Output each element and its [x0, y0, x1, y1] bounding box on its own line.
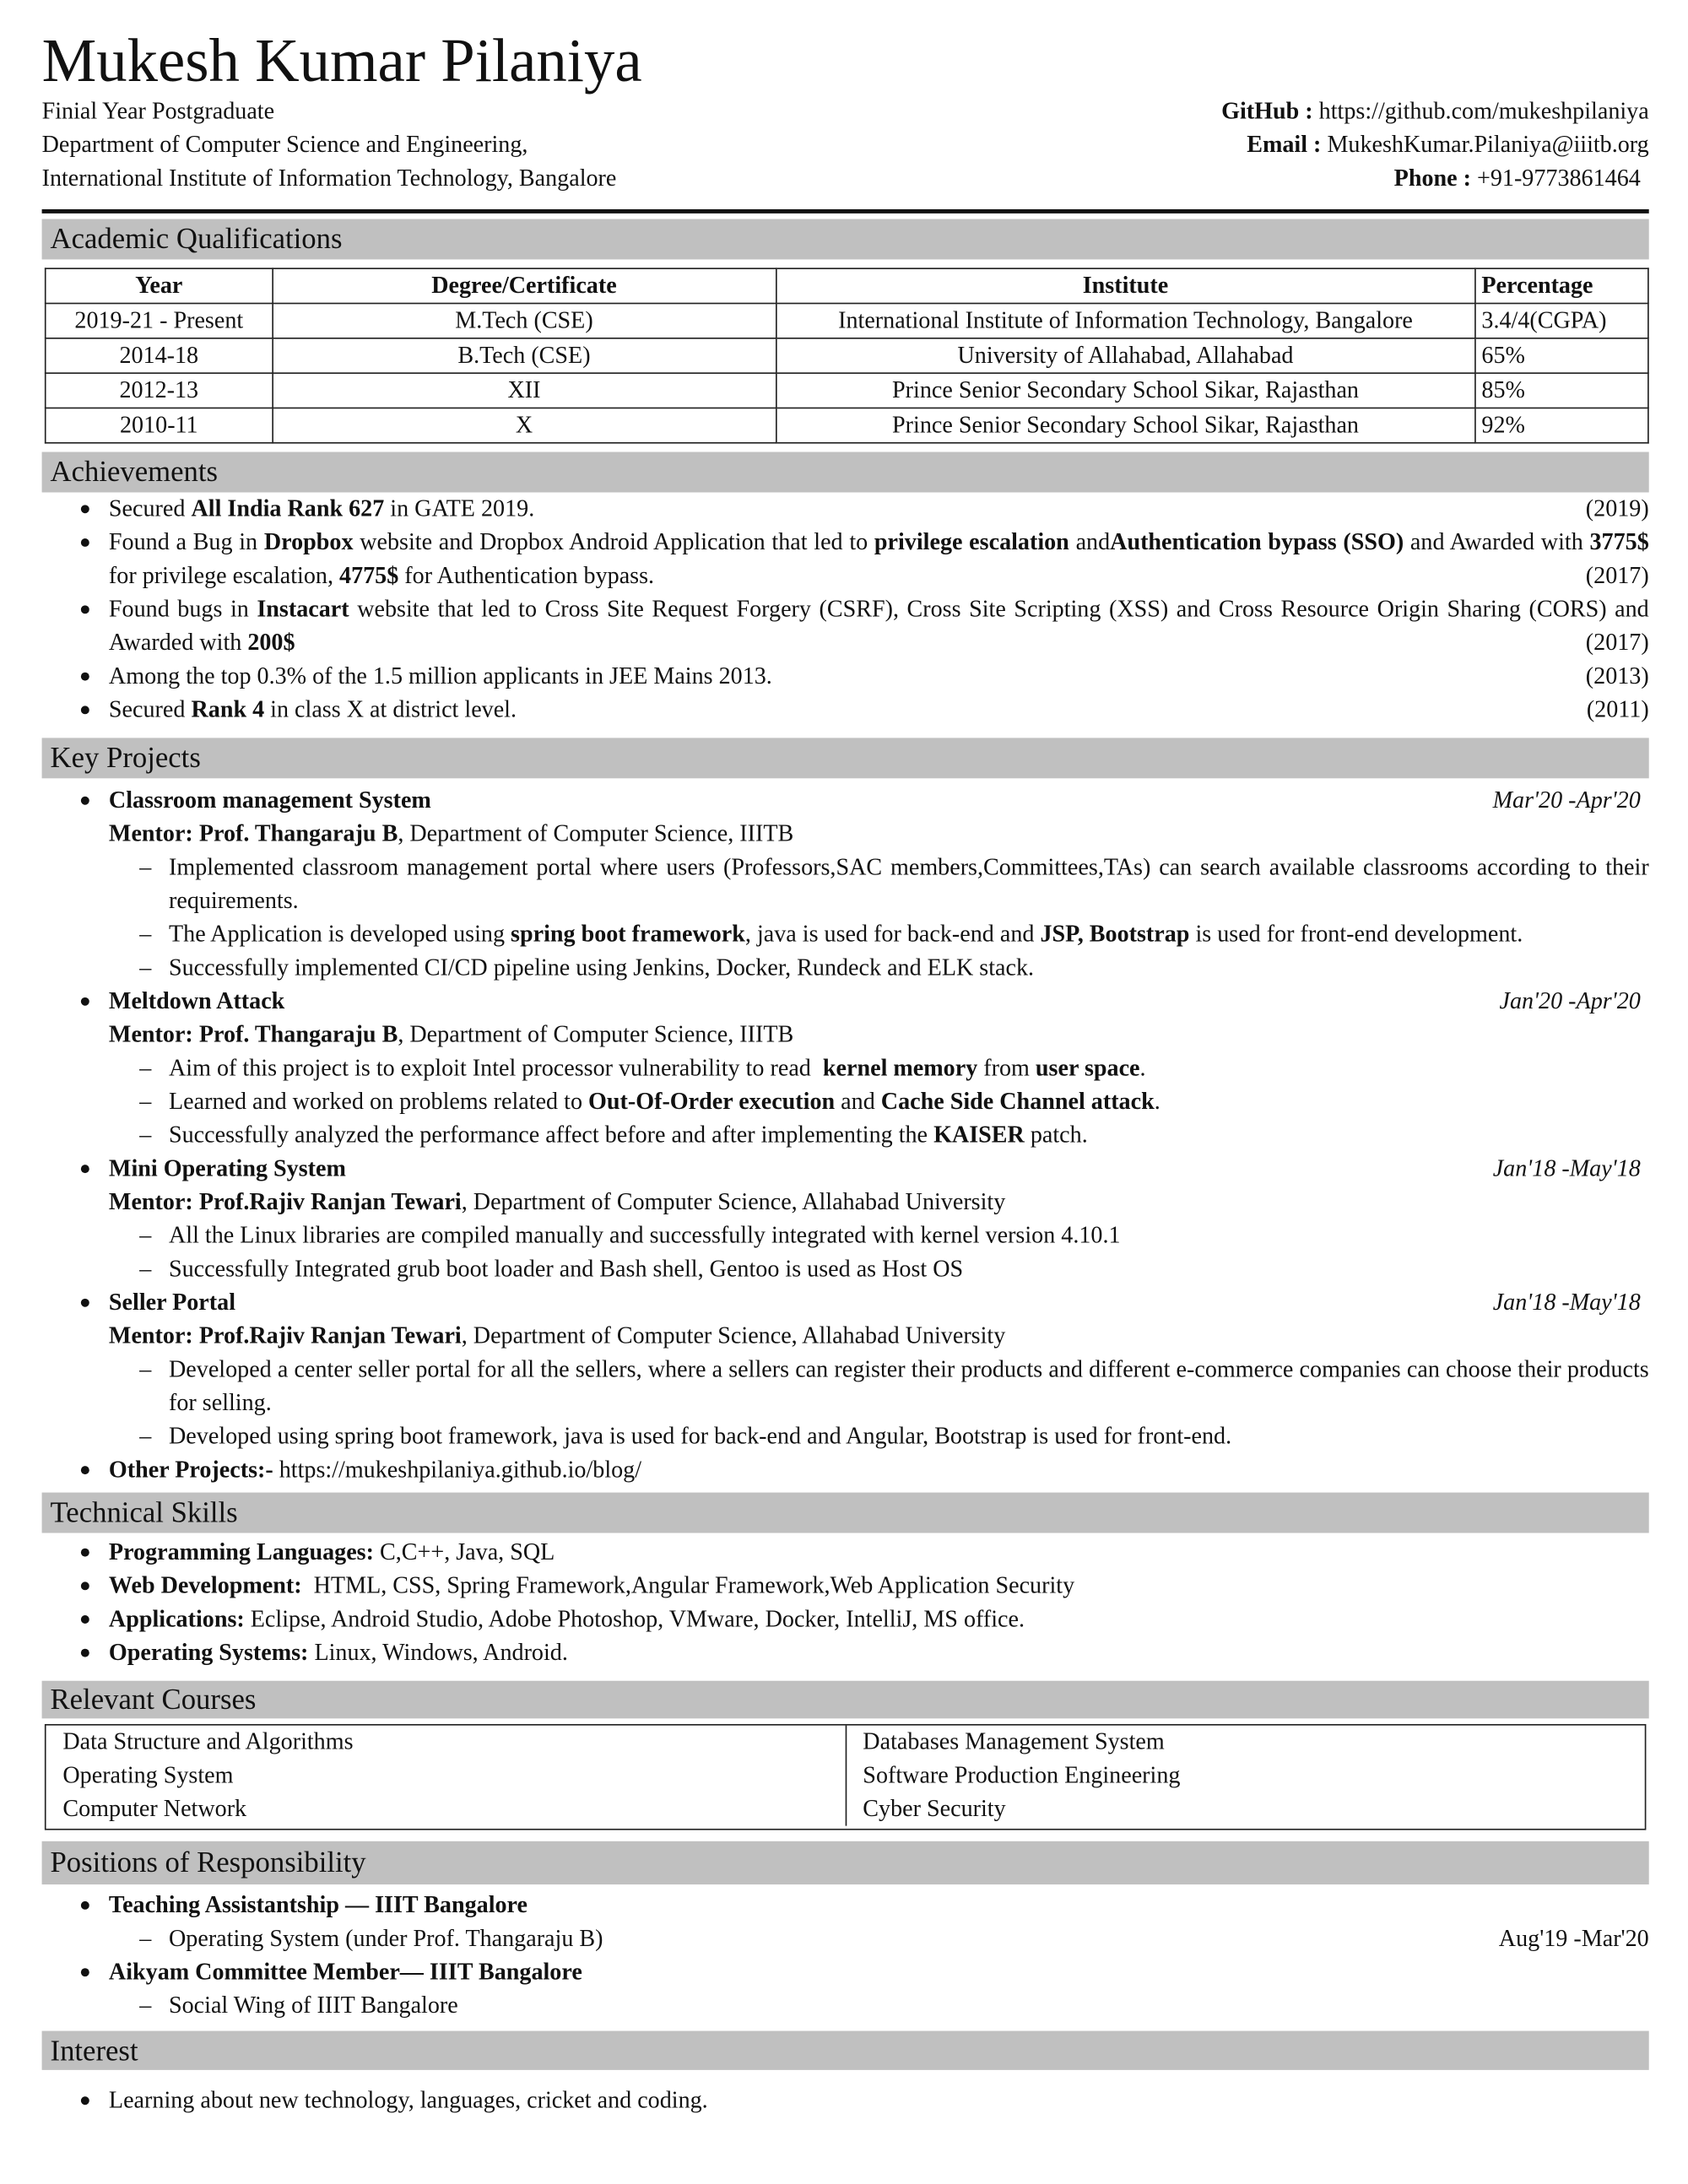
- text: Social Wing of IIIT Bangalore: [168, 1992, 458, 2019]
- text: JSP, Bootstrap: [1040, 920, 1190, 948]
- text: website and Dropbox Android Application that led to: [353, 528, 874, 555]
- courses-table: [45, 1724, 1647, 1830]
- project-point: [42, 1252, 1649, 1286]
- position-title: Aikyam Committee Member— IIIT Bangalore: [108, 1958, 582, 1986]
- list-item: [42, 592, 1649, 659]
- project-dates: Jan'18 -May'18: [1492, 1154, 1641, 1181]
- project-item: [42, 1286, 1649, 1320]
- courses-left: [46, 1726, 845, 1826]
- text: Aim of this project is to exploit Intel processor vulnerability to read: [168, 1054, 823, 1081]
- github-link[interactable]: https://github.com/mukeshpilaniya: [1318, 97, 1649, 125]
- column-header: Institute: [776, 268, 1475, 303]
- project-point: [42, 851, 1649, 917]
- column-header: Percentage: [1475, 268, 1648, 303]
- project-point: [42, 951, 1649, 985]
- text: .: [1139, 1054, 1146, 1081]
- course: Software Production Engineering: [863, 1761, 1181, 1789]
- text: Operating System (under Prof. Thangaraju B): [168, 1924, 603, 1952]
- achievements-list: [42, 492, 1649, 727]
- text: Mentor:: [108, 1188, 193, 1215]
- cell-year: 2012-13: [46, 373, 273, 408]
- other-projects: [42, 1453, 1649, 1487]
- project-name: Meltdown Attack: [108, 987, 285, 1014]
- text: spring boot framework: [511, 920, 745, 948]
- text: Dropbox: [263, 528, 354, 555]
- text: and Awarded with: [1404, 528, 1590, 555]
- text: user space: [1035, 1054, 1140, 1081]
- list-item: [42, 693, 1649, 727]
- skill-label: Applications:: [108, 1605, 245, 1632]
- table-row: [46, 304, 1648, 338]
- project-name: Classroom management System: [108, 787, 431, 814]
- achievement-year: (2017): [1585, 562, 1649, 589]
- table-row: [46, 338, 1648, 373]
- contact-email: [1221, 128, 1649, 162]
- text: Authentication bypass (SSO): [1110, 528, 1404, 555]
- list-item: [42, 1603, 1649, 1636]
- text: for Authentication bypass.: [398, 562, 655, 589]
- positions-list: [42, 1889, 1649, 2023]
- table-header-row: [46, 268, 1648, 303]
- cell-institute: Prince Senior Secondary School Sikar, Rajasthan: [776, 373, 1475, 408]
- project-name: Mini Operating System: [108, 1154, 346, 1181]
- contact-label: Phone :: [1393, 165, 1471, 192]
- list-item: [42, 1536, 1649, 1570]
- skills-list: [42, 1536, 1649, 1670]
- text: Implemented classroom management portal where users (Professors,SAC members,Committees,TAs) can search available classrooms according to their requirements.: [168, 853, 1649, 914]
- text: Other Projects:-: [108, 1456, 273, 1484]
- project-point: [42, 1085, 1649, 1119]
- text: Secured: [108, 695, 192, 723]
- skill-label: Programming Languages:: [108, 1538, 374, 1565]
- text: patch.: [1024, 1121, 1088, 1149]
- header-divider: [42, 209, 1649, 214]
- skill-value: Eclipse, Android Studio, Adobe Photoshop, VMware, Docker, IntelliJ, MS office.: [244, 1605, 1025, 1632]
- text: Rank 4: [191, 695, 265, 723]
- cell-percentage: 85%: [1475, 373, 1648, 408]
- cell-degree: M.Tech (CSE): [273, 304, 776, 338]
- table-row: [46, 373, 1648, 408]
- text: , Department of Computer Science, Allahabad University: [461, 1188, 1006, 1215]
- text: Successfully analyzed the performance affect before and after implementing the: [168, 1121, 934, 1149]
- candidate-name: Mukesh Kumar Pilaniya: [41, 26, 642, 95]
- achievement-year: (2019): [1585, 495, 1649, 522]
- text: Found bugs in: [108, 595, 257, 623]
- achievement-year: (2017): [1585, 629, 1649, 656]
- text: All the Linux libraries are compiled manually and successfully integrated with kernel version 4.10.1: [168, 1221, 1121, 1249]
- project-point: [42, 1353, 1649, 1419]
- project-point: [42, 918, 1649, 952]
- section-heading: Technical Skills: [42, 1493, 1649, 1533]
- text: Prof.Rajiv Ranjan Tewari: [198, 1322, 462, 1349]
- cell-institute: International Institute of Information Technology, Bangalore: [776, 304, 1475, 338]
- list-item: [42, 526, 1649, 592]
- text: from: [977, 1054, 1036, 1081]
- cell-degree: X: [273, 408, 776, 442]
- list-item: [42, 660, 1649, 694]
- text: KAISER: [933, 1121, 1025, 1149]
- text: Mentor:: [108, 819, 193, 847]
- text: Instacart: [257, 595, 349, 623]
- list-item: [42, 2084, 1649, 2117]
- project-item: [42, 1152, 1649, 1186]
- position-dates: – Aug'19 -Mar'20: [1498, 1924, 1649, 1952]
- blog-link[interactable]: https://mukeshpilaniya.github.io/blog/: [273, 1456, 642, 1484]
- project-point: [42, 1051, 1649, 1085]
- academic-table: [45, 268, 1649, 443]
- column-header: Degree/Certificate: [273, 268, 776, 303]
- text: and: [835, 1088, 881, 1115]
- course: Computer Network: [62, 1795, 247, 1822]
- text: Mentor:: [108, 1322, 193, 1349]
- affiliation-line: International Institute of Information Technology, Bangalore: [41, 165, 617, 192]
- projects-list: [42, 784, 1649, 1487]
- text: Mentor:: [108, 1020, 193, 1048]
- project-name: Seller Portal: [108, 1289, 236, 1316]
- cell-percentage: 92%: [1475, 408, 1648, 442]
- section-heading: Interest: [42, 2031, 1649, 2070]
- text: , Department of Computer Science, IIITB: [398, 819, 794, 847]
- text: Learning about new technology, languages, cricket and coding.: [108, 2086, 708, 2114]
- section-heading: Key Projects: [42, 738, 1649, 778]
- contact-github: [1221, 95, 1649, 128]
- text: Prof. Thangaraju B: [198, 1020, 398, 1048]
- text: Successfully Integrated grub boot loader and Bash shell, Gentoo is used as Host OS: [168, 1255, 964, 1283]
- text: Found a Bug in: [108, 528, 264, 555]
- cell-institute: University of Allahabad, Allahabad: [776, 338, 1475, 373]
- cell-percentage: 3.4/4(CGPA): [1475, 304, 1648, 338]
- text: website that led to Cross Site Request Forgery (CSRF), Cross Site Scripting (XSS) and Cross Resource Origin Sharing (CORS) and Awarded with: [108, 595, 1649, 656]
- interest-list: [42, 2084, 1649, 2117]
- project-item: [42, 784, 1649, 818]
- project-mentor: [42, 1320, 1649, 1354]
- text: is used for front-end development.: [1189, 920, 1523, 948]
- text: 200$: [247, 629, 295, 656]
- project-point: [42, 1119, 1649, 1153]
- cell-percentage: 65%: [1475, 338, 1648, 373]
- course: Data Structure and Algorithms: [62, 1727, 354, 1755]
- header-affiliation: [42, 95, 617, 195]
- text: 3775$: [1589, 528, 1649, 555]
- text: , java is used for back-end and: [744, 920, 1041, 948]
- cell-year: 2010-11: [46, 408, 273, 442]
- header-contacts: [1221, 95, 1649, 195]
- courses-right: [845, 1726, 1645, 1826]
- list-item: [42, 1636, 1649, 1670]
- skill-value: C,C++, Java, SQL: [373, 1538, 555, 1565]
- contact-label: Email :: [1247, 131, 1322, 158]
- section-heading: Achievements: [42, 452, 1649, 493]
- cell-year: 2014-18: [46, 338, 273, 373]
- cell-degree: B.Tech (CSE): [273, 338, 776, 373]
- skill-value: Linux, Windows, Android.: [308, 1639, 568, 1666]
- course: Databases Management System: [863, 1727, 1165, 1755]
- list-item: [42, 492, 1649, 526]
- affiliation-line: Finial Year Postgraduate: [41, 97, 275, 125]
- column-header: Year: [46, 268, 273, 303]
- section-heading: Positions of Responsibility: [42, 1841, 1649, 1884]
- position-detail: [42, 1989, 1649, 2023]
- cell-degree: XII: [273, 373, 776, 408]
- email-link[interactable]: MukeshKumar.Pilaniya@iiitb.org: [1327, 131, 1649, 158]
- section-heading: Academic Qualifications: [42, 219, 1649, 260]
- project-item: [42, 985, 1649, 1019]
- course: Operating System: [62, 1761, 234, 1789]
- text: Learned and worked on problems related to: [168, 1088, 589, 1115]
- section-heading: Relevant Courses: [42, 1681, 1649, 1719]
- text: , Department of Computer Science, Allahabad University: [461, 1322, 1006, 1349]
- skill-label: Operating Systems:: [108, 1639, 309, 1666]
- text: and: [1069, 528, 1111, 555]
- project-mentor: [42, 818, 1649, 851]
- achievement-year: (2013): [1585, 662, 1649, 689]
- project-dates: Jan'18 -May'18: [1492, 1289, 1641, 1316]
- position-detail: [42, 1922, 1649, 1956]
- course: Cyber Security: [863, 1795, 1006, 1822]
- text: Prof.Rajiv Ranjan Tewari: [198, 1188, 462, 1215]
- contact-phone: [1221, 162, 1641, 196]
- list-item: [42, 1570, 1649, 1603]
- text: , Department of Computer Science, IIITB: [398, 1020, 794, 1048]
- project-mentor: [42, 1019, 1649, 1052]
- project-point: [42, 1219, 1649, 1253]
- project-point: [42, 1420, 1649, 1454]
- affiliation-line: Department of Computer Science and Engineering,: [41, 131, 528, 158]
- text: for privilege escalation,: [108, 562, 340, 589]
- project-mentor: [42, 1186, 1649, 1219]
- text: 4775$: [339, 562, 399, 589]
- text: The Application is developed using: [168, 920, 511, 948]
- cell-institute: Prince Senior Secondary School Sikar, Rajasthan: [776, 408, 1475, 442]
- phone-value: +91-9773861464: [1476, 165, 1641, 192]
- cell-year: 2019-21 - Present: [46, 304, 273, 338]
- table-row: [46, 408, 1648, 442]
- text: Secured: [108, 495, 192, 522]
- text: privilege escalation: [874, 528, 1069, 555]
- text: in GATE 2019.: [384, 495, 535, 522]
- skill-value: HTML, CSS, Spring Framework,Angular Framework,Web Application Security: [301, 1571, 1075, 1599]
- text: kernel memory: [822, 1054, 978, 1081]
- text: Successfully implemented CI/CD pipeline using Jenkins, Docker, Rundeck and ELK stack.: [168, 954, 1035, 981]
- text: Among the top 0.3% of the 1.5 million applicants in JEE Mains 2013.: [108, 662, 772, 689]
- project-dates: Jan'20 -Apr'20: [1499, 987, 1641, 1014]
- position-item: [42, 1889, 1649, 1922]
- text: Cache Side Channel attack: [880, 1088, 1155, 1115]
- text: Developed using spring boot framework, java is used for back-end and Angular, Bootstrap is used for front-end.: [168, 1422, 1232, 1450]
- text: Out-Of-Order execution: [588, 1088, 836, 1115]
- position-item: [42, 1955, 1649, 1989]
- position-title: Teaching Assistantship — IIIT Bangalore: [108, 1891, 528, 1918]
- text: Developed a center seller portal for all the sellers, where a sellers can register their products and different e-commerce companies can choose their products for selling.: [168, 1355, 1649, 1416]
- text: in class X at district level.: [264, 695, 517, 723]
- achievement-year: (2011): [1586, 695, 1649, 723]
- text: .: [1154, 1088, 1160, 1115]
- text: Prof. Thangaraju B: [198, 819, 398, 847]
- project-dates: Mar'20 -Apr'20: [1492, 787, 1641, 814]
- contact-label: GitHub :: [1221, 97, 1313, 125]
- resume-body: [42, 219, 1649, 2118]
- skill-label: Web Development:: [108, 1571, 302, 1599]
- text: All India Rank 627: [191, 495, 385, 522]
